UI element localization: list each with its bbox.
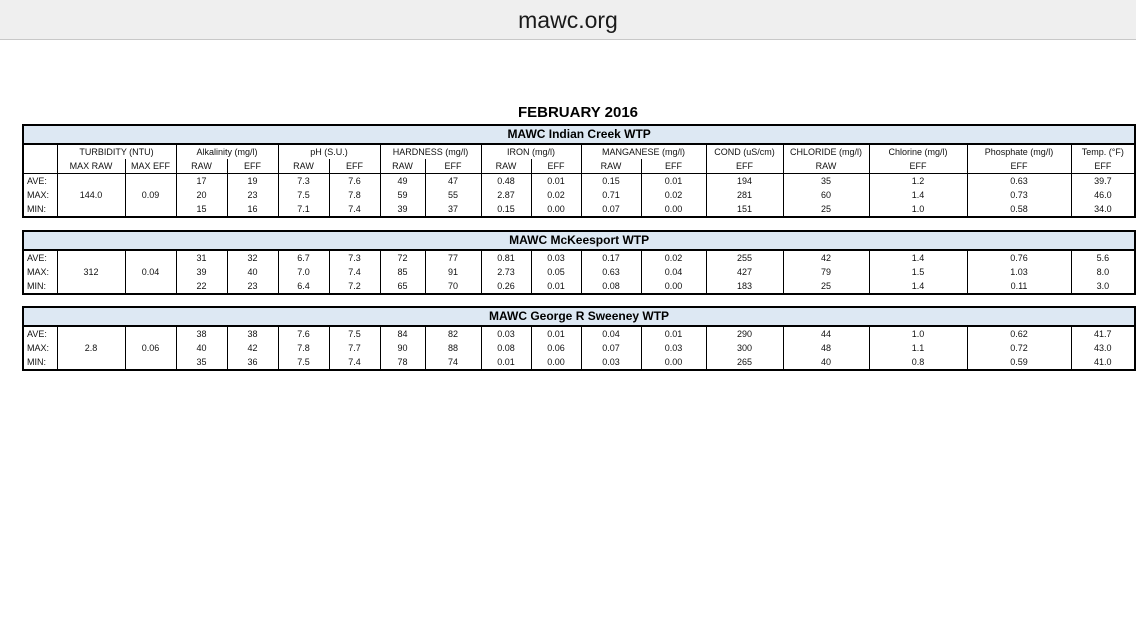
- table-cell: 36: [227, 355, 278, 370]
- table-cell: 48: [783, 341, 869, 355]
- stat-row: [23, 326, 1135, 341]
- stat-row: [23, 202, 1135, 217]
- column-sub-header: EFF: [531, 159, 581, 174]
- table-cell: 2.87: [481, 188, 531, 202]
- table-cell: 91: [425, 265, 481, 279]
- table-cell: 0.03: [581, 355, 641, 370]
- column-sub-header: EFF: [869, 159, 967, 174]
- table-cell: 0.59: [967, 355, 1071, 370]
- table-cell: 0.11: [967, 279, 1071, 294]
- table-cell: 49: [380, 174, 425, 189]
- column-group-header: Temp. (°F): [1071, 144, 1135, 159]
- table-cell: 65: [380, 279, 425, 294]
- table-cell: 0.04: [581, 326, 641, 341]
- table-cell: 55: [425, 188, 481, 202]
- report-title: FEBRUARY 2016: [517, 104, 639, 121]
- table-cell: 290: [706, 326, 783, 341]
- column-group-header: COND (uS/cm): [706, 144, 783, 159]
- table-cell: 0.71: [581, 188, 641, 202]
- table-cell: 23: [227, 188, 278, 202]
- turbidity-max-eff: 0.06: [125, 326, 176, 370]
- table-cell: 35: [783, 174, 869, 189]
- table-cell: 32: [227, 250, 278, 265]
- table-cell: 0.15: [481, 202, 531, 217]
- table-cell: 38: [227, 326, 278, 341]
- column-sub-header: RAW: [380, 159, 425, 174]
- table-cell: 17: [176, 174, 227, 189]
- table-cell: 0.03: [531, 250, 581, 265]
- table-cell: 0.00: [531, 355, 581, 370]
- table-cell: 0.01: [531, 279, 581, 294]
- column-sub-header: EFF: [329, 159, 380, 174]
- table-cell: 6.7: [278, 250, 329, 265]
- table-cell: 22: [176, 279, 227, 294]
- stat-row: [23, 355, 1135, 370]
- table-cell: 0.01: [531, 174, 581, 189]
- table-cell: 0.01: [641, 174, 706, 189]
- stat-row: [23, 250, 1135, 265]
- table-cell: 60: [783, 188, 869, 202]
- column-group-header: MANGANESE (mg/l): [581, 144, 706, 159]
- row-label: MAX:: [23, 188, 57, 202]
- plant-table: [22, 306, 1136, 371]
- table-cell: 1.1: [869, 341, 967, 355]
- column-group-header: HARDNESS (mg/l): [380, 144, 481, 159]
- header-blank: [23, 144, 57, 174]
- table-cell: 0.02: [531, 188, 581, 202]
- row-label: AVE:: [23, 250, 57, 265]
- table-cell: 19: [227, 174, 278, 189]
- sub-header-row: [23, 159, 1135, 174]
- table-cell: 7.4: [329, 265, 380, 279]
- table-cell: 0.00: [641, 279, 706, 294]
- table-cell: 7.6: [329, 174, 380, 189]
- table-cell: 0.00: [641, 202, 706, 217]
- table-cell: 7.6: [278, 326, 329, 341]
- table-cell: 77: [425, 250, 481, 265]
- table-cell: 39: [380, 202, 425, 217]
- table-cell: 0.08: [581, 279, 641, 294]
- table-cell: 31: [176, 250, 227, 265]
- table-cell: 79: [783, 265, 869, 279]
- table-cell: 82: [425, 326, 481, 341]
- plant-title-row: [23, 125, 1135, 144]
- turbidity-max-eff: 0.09: [125, 174, 176, 218]
- table-cell: 255: [706, 250, 783, 265]
- column-sub-header: RAW: [481, 159, 531, 174]
- table-cell: 0.48: [481, 174, 531, 189]
- table-cell: 25: [783, 279, 869, 294]
- stat-row: [23, 279, 1135, 294]
- table-cell: 42: [783, 250, 869, 265]
- plant-title-row: [23, 231, 1135, 250]
- column-sub-header: MAX EFF: [125, 159, 176, 174]
- table-cell: 300: [706, 341, 783, 355]
- column-group-header: Chlorine (mg/l): [869, 144, 967, 159]
- row-label: MAX:: [23, 341, 57, 355]
- row-label: MIN:: [23, 279, 57, 294]
- stat-row: [23, 188, 1135, 202]
- table-cell: 41.7: [1071, 326, 1135, 341]
- table-cell: 39.7: [1071, 174, 1135, 189]
- table-cell: 5.6: [1071, 250, 1135, 265]
- stat-row: [23, 341, 1135, 355]
- table-cell: 0.15: [581, 174, 641, 189]
- table-cell: 0.05: [531, 265, 581, 279]
- table-cell: 0.01: [641, 326, 706, 341]
- table-cell: 7.8: [278, 341, 329, 355]
- plant-name: MAWC Indian Creek WTP: [23, 125, 1135, 144]
- column-group-header: TURBIDITY (NTU): [57, 144, 176, 159]
- table-cell: 7.5: [278, 188, 329, 202]
- table-cell: 0.06: [531, 341, 581, 355]
- table-cell: 1.2: [869, 174, 967, 189]
- table-cell: 88: [425, 341, 481, 355]
- table-cell: 0.17: [581, 250, 641, 265]
- table-cell: 1.4: [869, 250, 967, 265]
- table-cell: 15: [176, 202, 227, 217]
- table-cell: 0.8: [869, 355, 967, 370]
- plant-name: MAWC George R Sweeney WTP: [23, 307, 1135, 326]
- table-cell: 23: [227, 279, 278, 294]
- table-cell: 0.81: [481, 250, 531, 265]
- table-cell: 7.2: [329, 279, 380, 294]
- table-cell: 3.0: [1071, 279, 1135, 294]
- stat-row: [23, 265, 1135, 279]
- table-cell: 0.58: [967, 202, 1071, 217]
- stat-row: [23, 174, 1135, 189]
- table-cell: 0.62: [967, 326, 1071, 341]
- turbidity-max-eff: 0.04: [125, 250, 176, 294]
- table-cell: 194: [706, 174, 783, 189]
- table-cell: 7.4: [329, 355, 380, 370]
- table-cell: 0.02: [641, 250, 706, 265]
- table-cell: 90: [380, 341, 425, 355]
- table-cell: 0.03: [641, 341, 706, 355]
- table-cell: 74: [425, 355, 481, 370]
- table-cell: 1.03: [967, 265, 1071, 279]
- column-group-header: IRON (mg/l): [481, 144, 581, 159]
- table-cell: 183: [706, 279, 783, 294]
- table-cell: 1.4: [869, 188, 967, 202]
- browser-address-bar[interactable]: [0, 0, 1136, 40]
- column-sub-header: RAW: [581, 159, 641, 174]
- table-cell: 1.5: [869, 265, 967, 279]
- plant-title-row: [23, 307, 1135, 326]
- table-cell: 0.26: [481, 279, 531, 294]
- row-label: MIN:: [23, 202, 57, 217]
- table-cell: 7.5: [278, 355, 329, 370]
- table-cell: 78: [380, 355, 425, 370]
- table-cell: 7.7: [329, 341, 380, 355]
- table-cell: 35: [176, 355, 227, 370]
- table-cell: 0.76: [967, 250, 1071, 265]
- table-cell: 43.0: [1071, 341, 1135, 355]
- column-sub-header: RAW: [783, 159, 869, 174]
- turbidity-max-raw: 312: [57, 250, 125, 294]
- table-cell: 7.4: [329, 202, 380, 217]
- column-group-header: CHLORIDE (mg/l): [783, 144, 869, 159]
- table-cell: 0.00: [641, 355, 706, 370]
- table-cell: 0.63: [581, 265, 641, 279]
- table-cell: 427: [706, 265, 783, 279]
- table-cell: 38: [176, 326, 227, 341]
- column-group-header: Phosphate (mg/l): [967, 144, 1071, 159]
- table-cell: 0.63: [967, 174, 1071, 189]
- table-cell: 7.0: [278, 265, 329, 279]
- table-cell: 6.4: [278, 279, 329, 294]
- column-sub-header: EFF: [227, 159, 278, 174]
- table-cell: 40: [176, 341, 227, 355]
- table-cell: 44: [783, 326, 869, 341]
- table-cell: 42: [227, 341, 278, 355]
- table-cell: 0.07: [581, 341, 641, 355]
- table-cell: 0.03: [481, 326, 531, 341]
- table-cell: 37: [425, 202, 481, 217]
- table-cell: 265: [706, 355, 783, 370]
- plant-name: MAWC McKeesport WTP: [23, 231, 1135, 250]
- table-cell: 72: [380, 250, 425, 265]
- table-cell: 7.3: [329, 250, 380, 265]
- column-sub-header: RAW: [278, 159, 329, 174]
- turbidity-max-raw: 144.0: [57, 174, 125, 218]
- table-cell: 34.0: [1071, 202, 1135, 217]
- column-sub-header: RAW: [176, 159, 227, 174]
- group-header-row: [23, 144, 1135, 159]
- column-sub-header: EFF: [425, 159, 481, 174]
- table-cell: 7.8: [329, 188, 380, 202]
- column-sub-header: EFF: [706, 159, 783, 174]
- row-label: MIN:: [23, 355, 57, 370]
- table-cell: 0.08: [481, 341, 531, 355]
- table-cell: 0.02: [641, 188, 706, 202]
- table-cell: 0.73: [967, 188, 1071, 202]
- table-cell: 40: [783, 355, 869, 370]
- table-cell: 7.1: [278, 202, 329, 217]
- table-cell: 2.73: [481, 265, 531, 279]
- table-cell: 0.01: [481, 355, 531, 370]
- url-text[interactable]: mawc.org: [518, 7, 618, 33]
- table-cell: 8.0: [1071, 265, 1135, 279]
- table-cell: 281: [706, 188, 783, 202]
- table-cell: 0.00: [531, 202, 581, 217]
- table-cell: 151: [706, 202, 783, 217]
- table-cell: 0.72: [967, 341, 1071, 355]
- table-cell: 0.01: [531, 326, 581, 341]
- turbidity-max-raw: 2.8: [57, 326, 125, 370]
- column-group-header: pH (S.U.): [278, 144, 380, 159]
- table-cell: 7.5: [329, 326, 380, 341]
- table-cell: 1.0: [869, 326, 967, 341]
- column-sub-header: MAX RAW: [57, 159, 125, 174]
- table-cell: 25: [783, 202, 869, 217]
- table-cell: 85: [380, 265, 425, 279]
- table-cell: 16: [227, 202, 278, 217]
- table-cell: 7.3: [278, 174, 329, 189]
- table-cell: 0.04: [641, 265, 706, 279]
- table-cell: 46.0: [1071, 188, 1135, 202]
- table-cell: 84: [380, 326, 425, 341]
- table-cell: 59: [380, 188, 425, 202]
- row-label: AVE:: [23, 174, 57, 189]
- column-sub-header: EFF: [967, 159, 1071, 174]
- table-cell: 0.07: [581, 202, 641, 217]
- table-cell: 70: [425, 279, 481, 294]
- table-cell: 40: [227, 265, 278, 279]
- plant-table: [22, 124, 1136, 218]
- column-sub-header: EFF: [1071, 159, 1135, 174]
- row-label: AVE:: [23, 326, 57, 341]
- table-cell: 1.0: [869, 202, 967, 217]
- table-cell: 1.4: [869, 279, 967, 294]
- column-group-header: Alkalinity (mg/l): [176, 144, 278, 159]
- table-cell: 41.0: [1071, 355, 1135, 370]
- column-sub-header: EFF: [641, 159, 706, 174]
- table-cell: 20: [176, 188, 227, 202]
- row-label: MAX:: [23, 265, 57, 279]
- table-cell: 39: [176, 265, 227, 279]
- table-cell: 47: [425, 174, 481, 189]
- plant-table: [22, 230, 1136, 295]
